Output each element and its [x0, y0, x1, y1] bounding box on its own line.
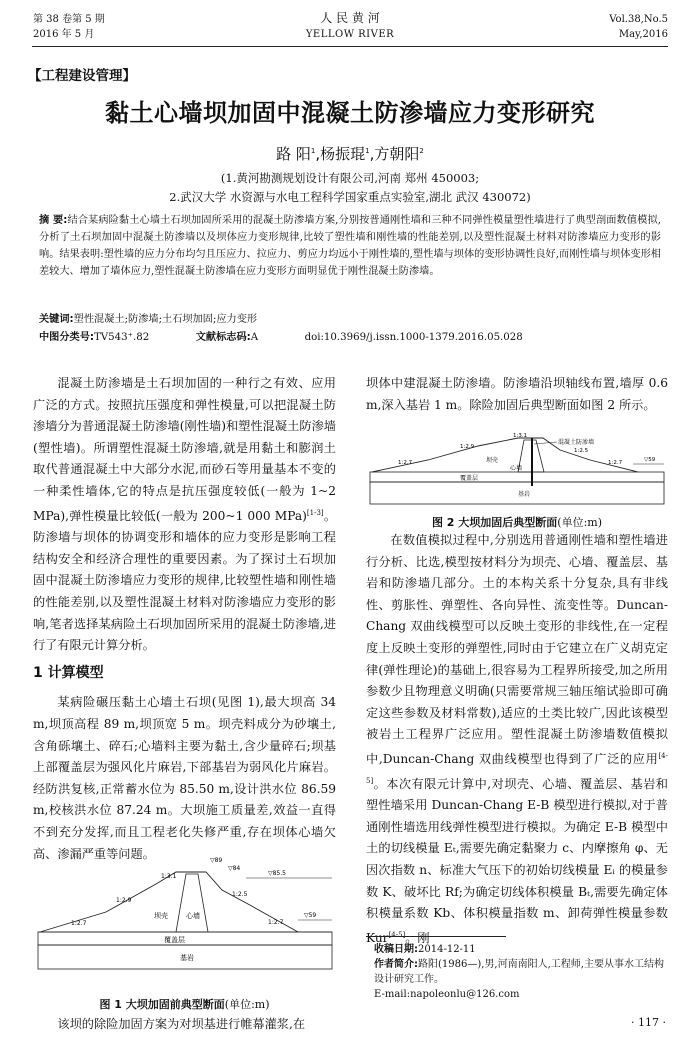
author-bio-text: 路阳(1986—),男,河南南阳人,工程师,主要从事水工结构设计研究工作。 [374, 959, 664, 985]
fig2-slope-4: 1:2.5 [574, 448, 589, 454]
abstract-label: 摘 要: [39, 215, 68, 226]
left-paragraph-3 [33, 1014, 336, 1036]
header-volume: 第 38 卷第 5 期 [33, 14, 105, 25]
fig1-caption-text: 图 1 大坝加固前典型断面 [99, 998, 225, 1011]
footnote-rule [366, 936, 506, 937]
left-p3-text: 该坝的除险加固方案为对坝基进行帷幕灌浆,在 [57, 1017, 306, 1031]
figure-1 [36, 852, 334, 974]
right-p2-ref2: [4-5] [388, 930, 406, 939]
fig2-caption-text: 图 2 大坝加固后典型断面 [431, 516, 558, 529]
fig1-shell-label: 坝壳 [154, 912, 168, 920]
classification-value: TV543⁺.82 [94, 332, 150, 343]
doc-code-label: 文献标志码: [195, 332, 251, 343]
left-paragraph-1 [33, 373, 336, 657]
author-2: ,杨振琨 [315, 145, 366, 163]
fig1-core [176, 874, 208, 932]
author-1: 路 阳 [276, 145, 311, 163]
right-p2-tail: 。本次有限元计算中,对坝壳、心墙、覆盖层、基岩和塑性墙采用 Duncan-Chang E-B 模型进行模拟,对于普通刚性墙选用线弹性模型进行模拟。为确定 E-B 模型中土的切线模量 Eₜ,需要先确定黏聚力 c、内摩擦角 φ、无因次指数 n、标准大气压下的初始切线模量 Eᵢ 的模量参数 K、破坏比 Rf;为确定切线体积模量 Bₜ,需要先确定体积模量系数 Kb、体积模量指数 m、卸荷弹性模量参数 Kur [366, 776, 668, 945]
section-heading-1: 1 计算模型 [33, 664, 104, 681]
header-date-en: May,2016 [618, 29, 668, 40]
fig1-slope-5: 1:2.7 [268, 919, 284, 926]
right-paragraph-1: 坝体中建混凝土防渗墙。防渗墙沿坝轴线布置,墙厚 0.6 m,深入基岩 1 m。除险加固后典型断面如图 2 所示。 [366, 376, 668, 412]
received-line [366, 942, 668, 957]
author-bio-label: 作者简介: [374, 959, 418, 970]
fig2-rock [370, 482, 664, 504]
right-p2-text: 在数值模拟过程中,分别选用普通刚性墙和塑性墙进行分析、比选,模型按材料分为坝壳、心墙、覆盖层、基岩和防渗墙几部分。土的本构关系十分复杂,具有非线性、剪胀性、弹塑性、各向异性、流变性等。Duncan-Chang 双曲线模型可以反映土变形的非线性,在一定程度上反映土变形的弹塑性,同时由于它建立在广义胡克定律(弹性理论)的基础上,很容易为工程界所接受,加之所用参数少且物理意义明确(只需要常规三轴压缩试验即可确定这些参数及材料常数),适应的土类比较广,因此该模型被岩土工程界广泛应用。塑性混凝土防渗墙数值模拟中,Duncan-Chang 双曲线模型也得到了广泛的应用 [366, 533, 668, 766]
figure-2 [368, 432, 666, 508]
doc-code-value: A [250, 332, 259, 343]
fig1-caption-unit: (单位:m) [224, 998, 270, 1011]
fig2-wall-label: 混凝土防渗墙 [558, 439, 595, 446]
left-paragraph-2: 某病险碾压黏土心墙土石坝(见图 1),最大坝高 34 m,坝顶高程 89 m,坝顶宽 5 m。坝壳料成分为砂壤土,含角砾壤土、碎石;心墙料主要为黏土,含少量碎石;坝基上部覆盖层为强风化片麻岩,下部基岩为弱风化片麻岩。经防洪复核,正常蓄水位为 85.50 m,设计洪水位 86.59 m,校核洪水位 87.24 m。大坝施工质量差,效益一直得不到充分发挥,而且工程老化失修严重,存在坝体心墙欠高、渗漏严重等问题。 [33, 695, 336, 861]
authors [0, 143, 700, 164]
affiliation-2: 2.武汉大学 水资源与水电工程科学国家重点实验室,湖北 武汉 430072) [169, 190, 531, 204]
header-journal-en: YELLOW RIVER [305, 29, 395, 40]
author-2-sup: 1 [365, 147, 370, 155]
page-title: 黏土心墙坝加固中混凝土防渗墙应力变形研究 [105, 99, 595, 127]
affiliation-1: (1.黄河勘测规划设计有限公司,河南 郑州 450003; [220, 171, 480, 185]
fig2-core-label: 心墙 [510, 465, 523, 472]
header-journal-cn: 人 民 黄 河 [320, 11, 380, 25]
figure-2-caption [366, 514, 668, 530]
fig2-shell-label: 坝壳 [486, 457, 499, 464]
fig2-caption-unit: (单位:m) [557, 516, 603, 529]
fig2-cover-label: 覆盖层 [460, 475, 479, 482]
fig1-slope-4: 1:2.5 [232, 891, 248, 898]
left-column [33, 373, 336, 865]
fig1-top-label: ▽84 [228, 865, 241, 872]
fig1-cover-label: 覆盖层 [164, 936, 185, 944]
right-column-body [366, 530, 668, 949]
fig2-slope-1: 1:3.1 [513, 433, 528, 439]
keywords [39, 311, 661, 328]
right-paragraph-2 [366, 530, 668, 949]
fig2-dam-profile [372, 438, 638, 472]
fig2-water-label: ▽59 [644, 457, 656, 463]
author-3-sup: 2 [419, 147, 424, 155]
right-p2-tail2: 。刚 [405, 930, 430, 945]
header-volume-en: Vol.38,No.5 [609, 14, 668, 25]
header-rule [32, 46, 668, 47]
right-p2-ref: [4-5] [366, 751, 668, 785]
fig1-water2-label: ▽59 [304, 912, 317, 919]
fig1-core-label: 心墙 [186, 912, 200, 920]
fig2-slope-3: 1:2.7 [398, 460, 413, 466]
author-bio [366, 957, 668, 987]
fig2-slope-5: 1:2.7 [608, 460, 623, 466]
author-email: E-mail:napoleonlu@126.com [374, 989, 520, 1000]
column-tag: 【工程建设管理】 [28, 68, 136, 84]
doi: doi:10.3969/j.issn.1000-1379.2016.05.028 [304, 332, 523, 343]
right-column-top [366, 373, 668, 416]
abstract-text: 结合某病险黏土心墙土石坝加固所采用的混凝土防渗墙方案,分别按普通刚性墙和三种不同弹性模量塑性墙进行了典型剖面数值模拟,分析了土石坝加固中混凝土防渗墙以及坝体应力变形规律,比较了塑性墙和刚性墙的性能差别,以及塑性混凝土材料对防渗墙应力变形的影响。结果表明:塑性墙的应力分布均匀且压应力、拉应力、剪应力均远小于刚性墙的,塑性墙与坝体的变形协调性良好,而刚性墙与坝体变形相差较大、增加了墙体应力,塑性混凝土防渗墙在应力变形方面明显优于刚性混凝土防渗墙。 [39, 215, 661, 277]
fig1-rock-label: 基岩 [180, 954, 194, 962]
received-label: 收稿日期: [374, 944, 418, 955]
fig1-water-label: ▽85.5 [268, 870, 286, 877]
classification [39, 329, 661, 346]
author-3: ,方朝阳 [369, 145, 420, 163]
fig2-rock-label: 基岩 [518, 491, 531, 498]
received-date: 2014-12-11 [418, 944, 476, 955]
footnote [366, 942, 668, 1002]
left-p1-ref: [1-3] [306, 508, 324, 517]
fig2-slope-2: 1:2.9 [460, 444, 475, 450]
fig1-crest-label: ▽89 [210, 857, 223, 864]
fig1-slope-1: 1:3.1 [161, 873, 177, 880]
figure-1-caption [33, 996, 336, 1012]
fig1-slope-3: 1:2.7 [71, 920, 87, 927]
classification-label: 中图分类号: [39, 332, 95, 343]
left-p1-tail: 。防渗墙与坝体的协调变形和墙体的应力变形是影响工程结构安全和经济合理性的重要因素。为了探讨土石坝加固中混凝土防渗墙应力变形的规律,比较塑性墙和刚性墙的性能差别,以及塑性混凝土材料对防渗墙应力变形的影响,笔者选择某病险土石坝加固所采用的混凝土防渗墙,进行了有限元计算分析。 [33, 508, 337, 653]
left-p1-text: 混凝土防渗墙是土石坝加固的一种行之有效、应用广泛的方式。按照抗压强度和弹性模量,可以把混凝土防渗墙分为普通混凝土防渗墙(刚性墙)和塑性混凝土防渗墙(塑性墙)。所谓塑性混凝土防渗墙,就是用黏土和膨润土取代普通混凝土中大部分水泥,而砂石等用量基本不变的一种柔性墙体,它的特点是抗压强度较低(一般为 1~2 MPa),弹性模量比较低(一般为 200~1 000 MPa) [33, 376, 336, 523]
keywords-label: 关键词: [39, 314, 74, 325]
abstract [39, 212, 661, 280]
author-1-sup: 1 [310, 147, 316, 155]
page-number: · 117 · [631, 1016, 666, 1029]
fig1-slope-2: 1:2.9 [116, 897, 132, 904]
header-date-cn: 2016 年 5 月 [33, 29, 95, 40]
keywords-text: 塑性混凝土;防渗墙;土石坝加固;应力变形 [73, 314, 258, 325]
